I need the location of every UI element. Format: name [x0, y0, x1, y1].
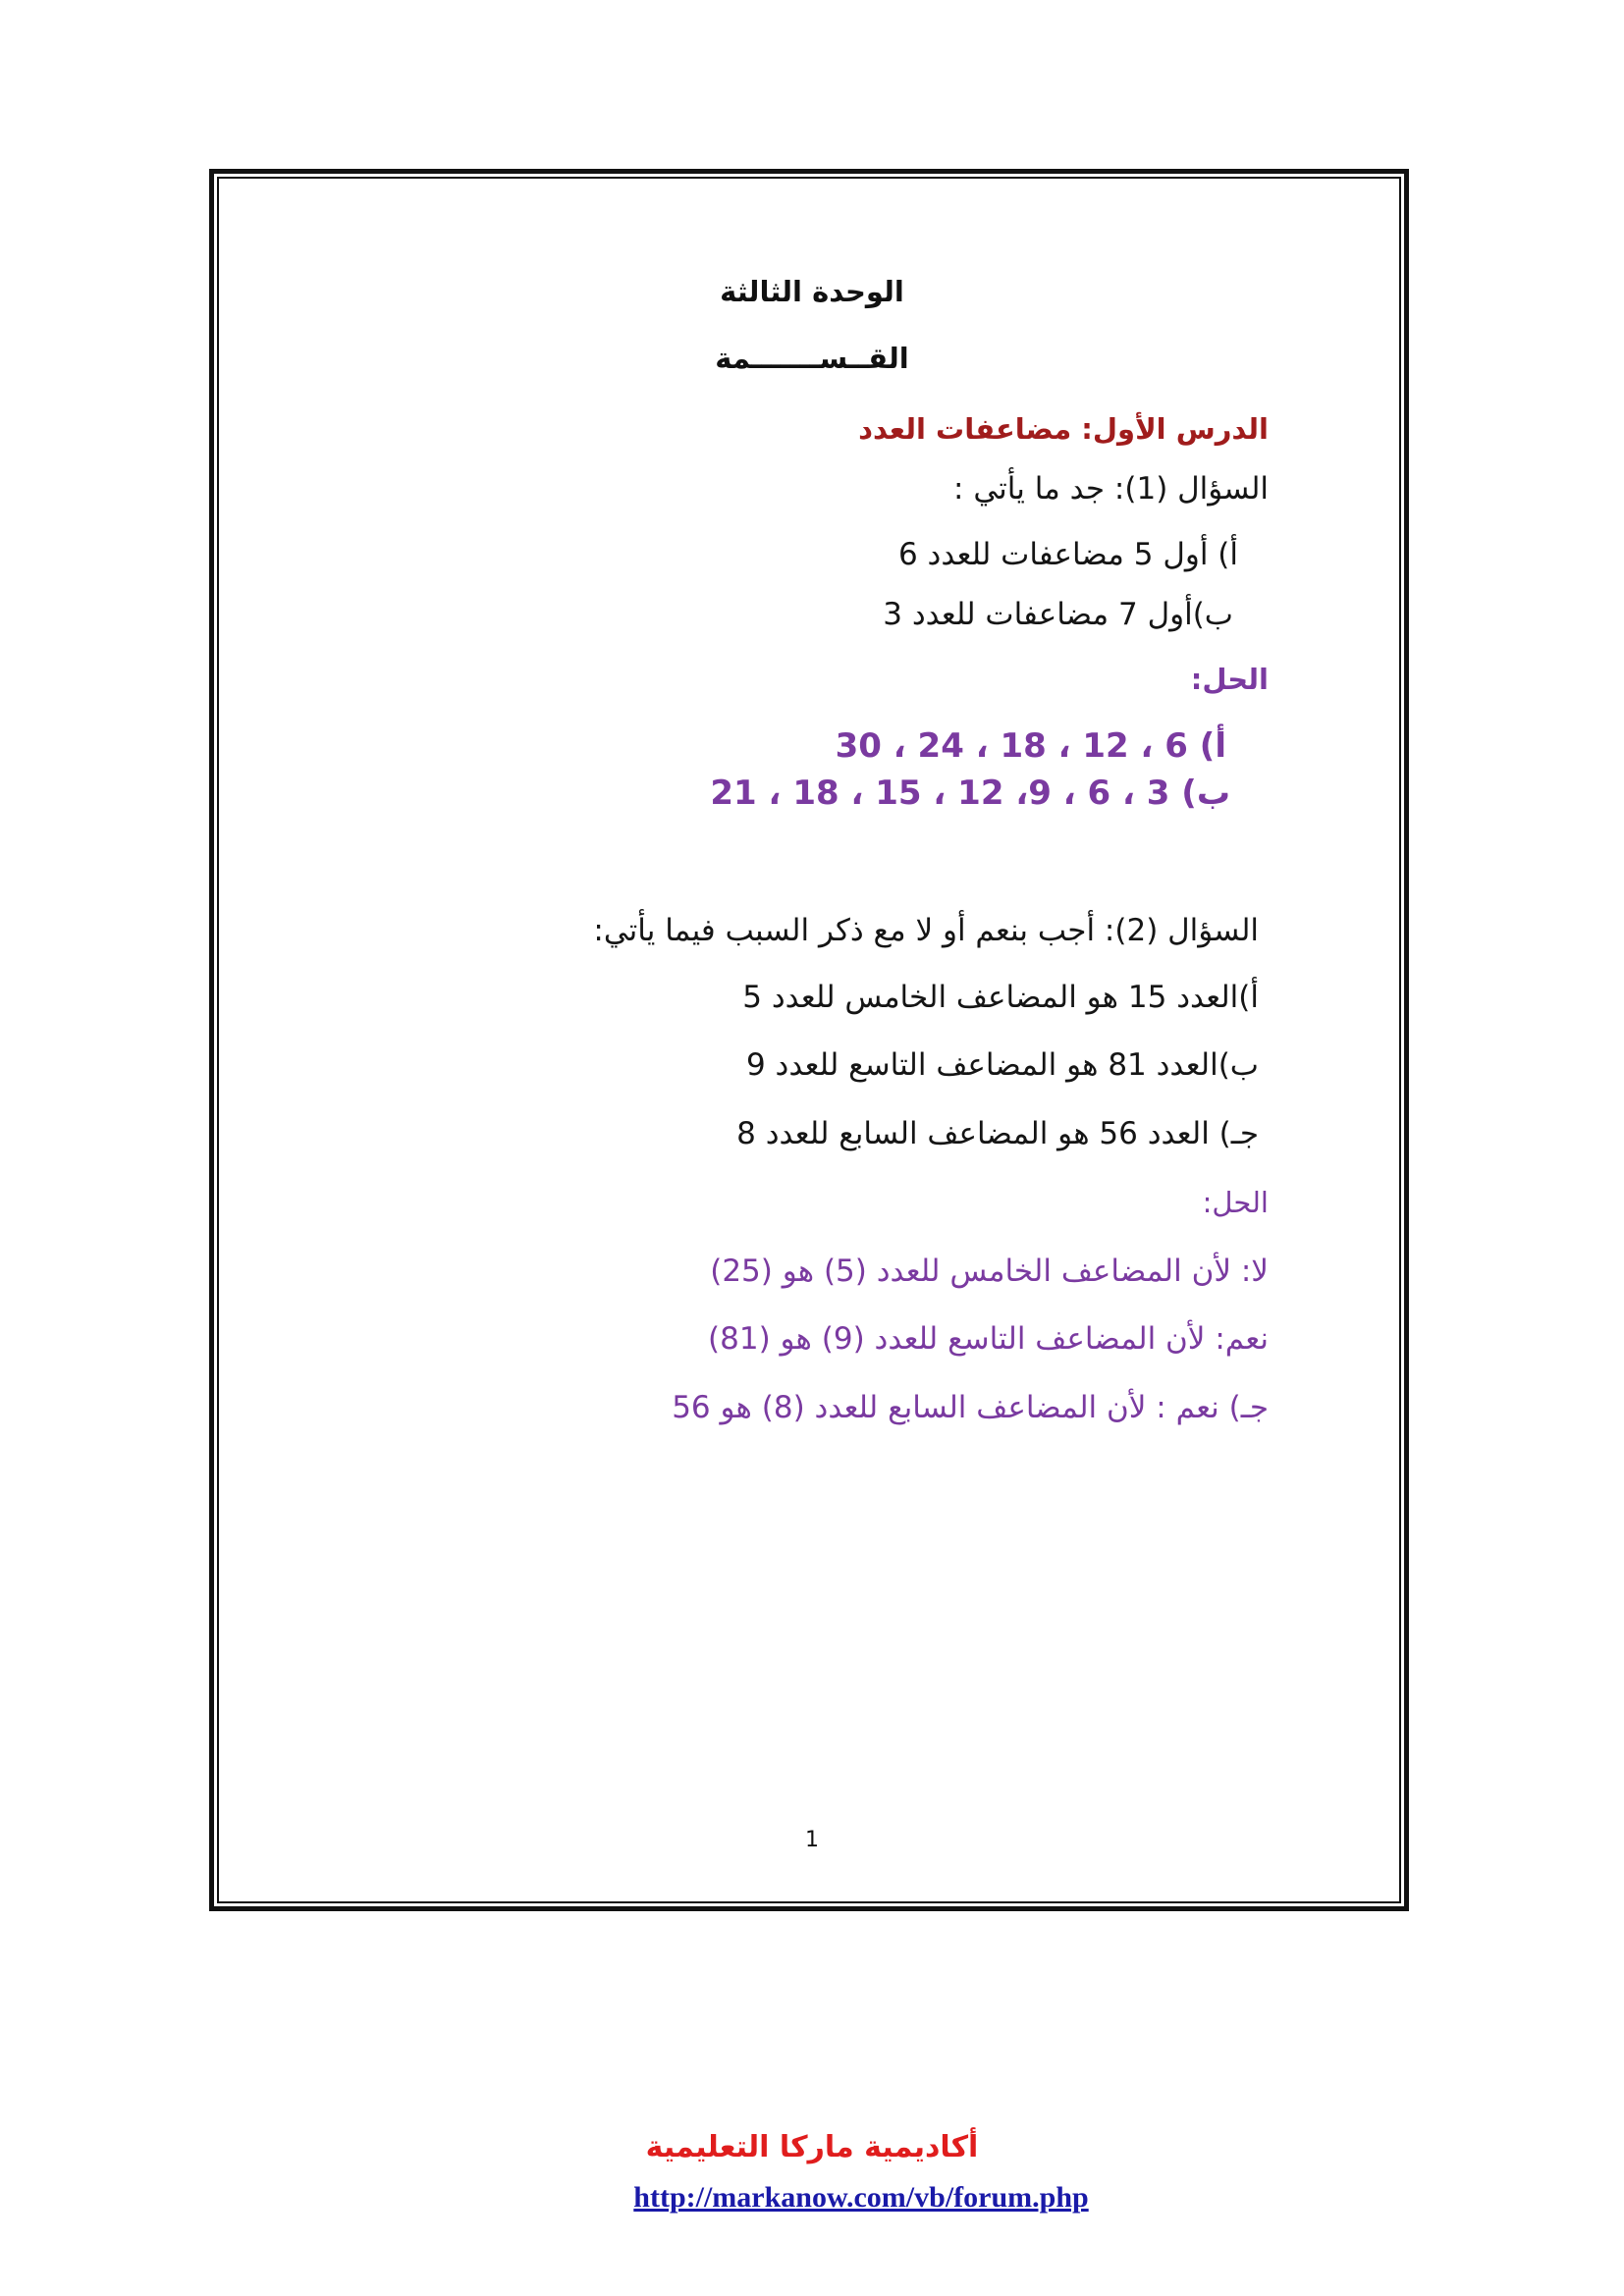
question1-solution-label: الحل: — [1190, 663, 1269, 696]
page-number: 1 — [805, 1828, 819, 1852]
question1-answer-b: ب) 3 ، 6 ، 9، 12 ، 15 ، 18 ، 21 — [710, 774, 1230, 813]
question2-answer-a: لا: لأن المضاعف الخامس للعدد (5) هو (25) — [710, 1254, 1269, 1289]
question2-prompt: السؤال (2): أجب بنعم أو لا مع ذكر السبب فيما يأتي: — [593, 913, 1259, 948]
footer-brand: أكاديمية ماركا التعليمية — [645, 2130, 979, 2164]
question1-answer-a: أ) 6 ، 12 ، 18 ، 24 ، 30 — [835, 726, 1226, 766]
question2-item-a: أ)العدد 15 هو المضاعف الخامس للعدد 5 — [742, 980, 1259, 1015]
footer-link[interactable]: http://markanow.com/vb/forum.php — [633, 2181, 1089, 2214]
question1-item-a: أ) أول 5 مضاعفات للعدد 6 — [897, 537, 1238, 572]
question2-item-c: جـ) العدد 56 هو المضاعف السابع للعدد 8 — [736, 1116, 1259, 1151]
unit-title: الوحدة الثالثة — [720, 275, 904, 308]
question2-answer-b: نعم: لأن المضاعف التاسع للعدد (9) هو (81) — [708, 1321, 1269, 1357]
question1-item-b: ب)أول 7 مضاعفات للعدد 3 — [883, 597, 1233, 632]
question1-prompt: السؤال (1): جد ما يأتي : — [953, 471, 1269, 507]
lesson-title: الدرس الأول: مضاعفات العدد — [858, 412, 1269, 446]
unit-subtitle: القــســـــــمة — [715, 342, 909, 375]
question2-solution-label: الحل: — [1202, 1186, 1269, 1219]
question2-answer-c: جـ) نعم : لأن المضاعف السابع للعدد (8) هو 56 — [672, 1390, 1269, 1425]
question2-item-b: ب)العدد 81 هو المضاعف التاسع للعدد 9 — [745, 1047, 1259, 1083]
